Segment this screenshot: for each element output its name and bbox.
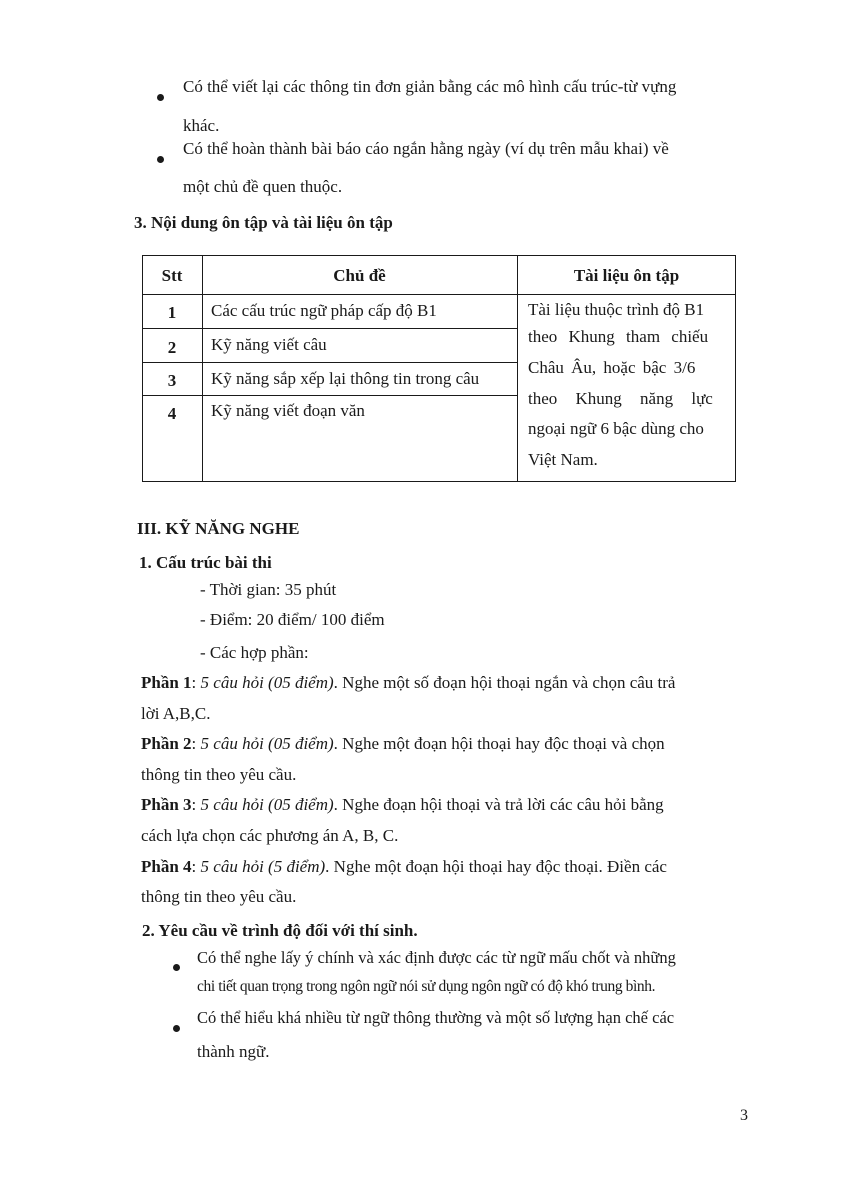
subsection-heading: 1. Cấu trúc bài thi bbox=[139, 553, 272, 572]
part-questions: 5 câu hỏi (5 điểm) bbox=[200, 857, 326, 876]
part-questions: 5 câu hỏi (05 điểm) bbox=[200, 734, 334, 753]
part-line: cách lựa chọn các phương án A, B, C. bbox=[141, 826, 399, 845]
structure-item: - Các hợp phần: bbox=[200, 643, 309, 662]
part-questions: 5 câu hỏi (05 điểm) bbox=[200, 673, 334, 692]
list-item-line: Có thể hoàn thành bài báo cáo ngắn hằng ngày (ví dụ trên mẫu khai) về bbox=[183, 139, 669, 158]
table-cell-topic: Các cấu trúc ngữ pháp cấp độ B1 bbox=[211, 301, 437, 320]
part-label: Phần 1 bbox=[141, 673, 192, 692]
table-cell-topic: Kỹ năng viết đoạn văn bbox=[211, 401, 365, 420]
table-cell-material: ngoại ngữ 6 bậc dùng cho bbox=[528, 419, 704, 438]
list-item-line: Có thể viết lại các thông tin đơn giản bằng các mô hình cấu trúc-từ vựng bbox=[183, 77, 677, 96]
part-line: lời A,B,C. bbox=[141, 704, 211, 723]
table-cell-topic: Kỹ năng sắp xếp lại thông tin trong câu bbox=[211, 369, 480, 388]
bullet-icon bbox=[157, 94, 164, 101]
part-line: Phần 4: 5 câu hỏi (5 điểm). Nghe một đoạn hội thoại hay độc thoại. Điền các bbox=[141, 857, 667, 876]
part-label: Phần 2 bbox=[141, 734, 192, 753]
part-line: thông tin theo yêu cầu. bbox=[141, 765, 297, 784]
table-cell-stt: 3 bbox=[167, 371, 177, 390]
table-cell-stt: 2 bbox=[167, 338, 177, 357]
table-header-cell: Tài liệu ôn tập bbox=[573, 266, 680, 285]
part-label: Phần 4 bbox=[141, 857, 192, 876]
part-line: thông tin theo yêu cầu. bbox=[141, 887, 297, 906]
section-heading: 3. Nội dung ôn tập và tài liệu ôn tập bbox=[134, 213, 393, 232]
part-label: Phần 3 bbox=[141, 795, 192, 814]
part-line: Phần 3: 5 câu hỏi (05 điểm). Nghe đoạn hội thoại và trả lời các câu hỏi bằng bbox=[141, 795, 664, 814]
list-item-line: một chủ đề quen thuộc. bbox=[183, 177, 343, 196]
list-item-line: chi tiết quan trọng trong ngôn ngữ nói sử dụng ngôn ngữ có độ khó trung bình. bbox=[197, 978, 656, 995]
list-item-line: Có thể hiểu khá nhiều từ ngữ thông thường và một số lượng hạn chế các bbox=[197, 1008, 675, 1027]
part-questions: 5 câu hỏi (05 điểm) bbox=[200, 795, 334, 814]
table-header-cell: Stt bbox=[161, 266, 183, 285]
table-cell-material: Việt Nam. bbox=[528, 450, 598, 469]
list-item-line: khác. bbox=[183, 116, 220, 135]
table-cell-material: Châu Âu, hoặc bậc 3/6 bbox=[528, 358, 696, 377]
table-cell-material: theo Khung năng lực bbox=[528, 389, 713, 408]
list-item-line: thành ngữ. bbox=[197, 1042, 270, 1061]
bullet-icon bbox=[173, 964, 180, 971]
table-cell-material: theo Khung tham chiếu bbox=[528, 327, 709, 346]
section-heading: III. KỸ NĂNG NGHE bbox=[137, 519, 300, 538]
table-cell-stt: 4 bbox=[167, 404, 177, 423]
page-number: 3 bbox=[740, 1107, 748, 1124]
table-header-cell: Chủ đề bbox=[333, 266, 386, 285]
list-item-line: Có thể nghe lấy ý chính và xác định được các từ ngữ mấu chốt và những bbox=[197, 948, 676, 967]
subsection-heading: 2. Yêu cầu về trình độ đối với thí sinh. bbox=[142, 921, 418, 940]
structure-item: - Điểm: 20 điểm/ 100 điểm bbox=[200, 610, 385, 629]
part-line: Phần 2: 5 câu hỏi (05 điểm). Nghe một đoạn hội thoại hay độc thoại và chọn bbox=[141, 734, 665, 753]
table-cell-material: Tài liệu thuộc trình độ B1 bbox=[528, 300, 705, 319]
bullet-icon bbox=[173, 1025, 180, 1032]
structure-item: - Thời gian: 35 phút bbox=[200, 580, 337, 599]
bullet-icon bbox=[157, 156, 164, 163]
part-line: Phần 1: 5 câu hỏi (05 điểm). Nghe một số đoạn hội thoại ngắn và chọn câu trả bbox=[141, 673, 676, 692]
table-cell-stt: 1 bbox=[167, 303, 177, 322]
table-cell-topic: Kỹ năng viết câu bbox=[211, 335, 327, 354]
